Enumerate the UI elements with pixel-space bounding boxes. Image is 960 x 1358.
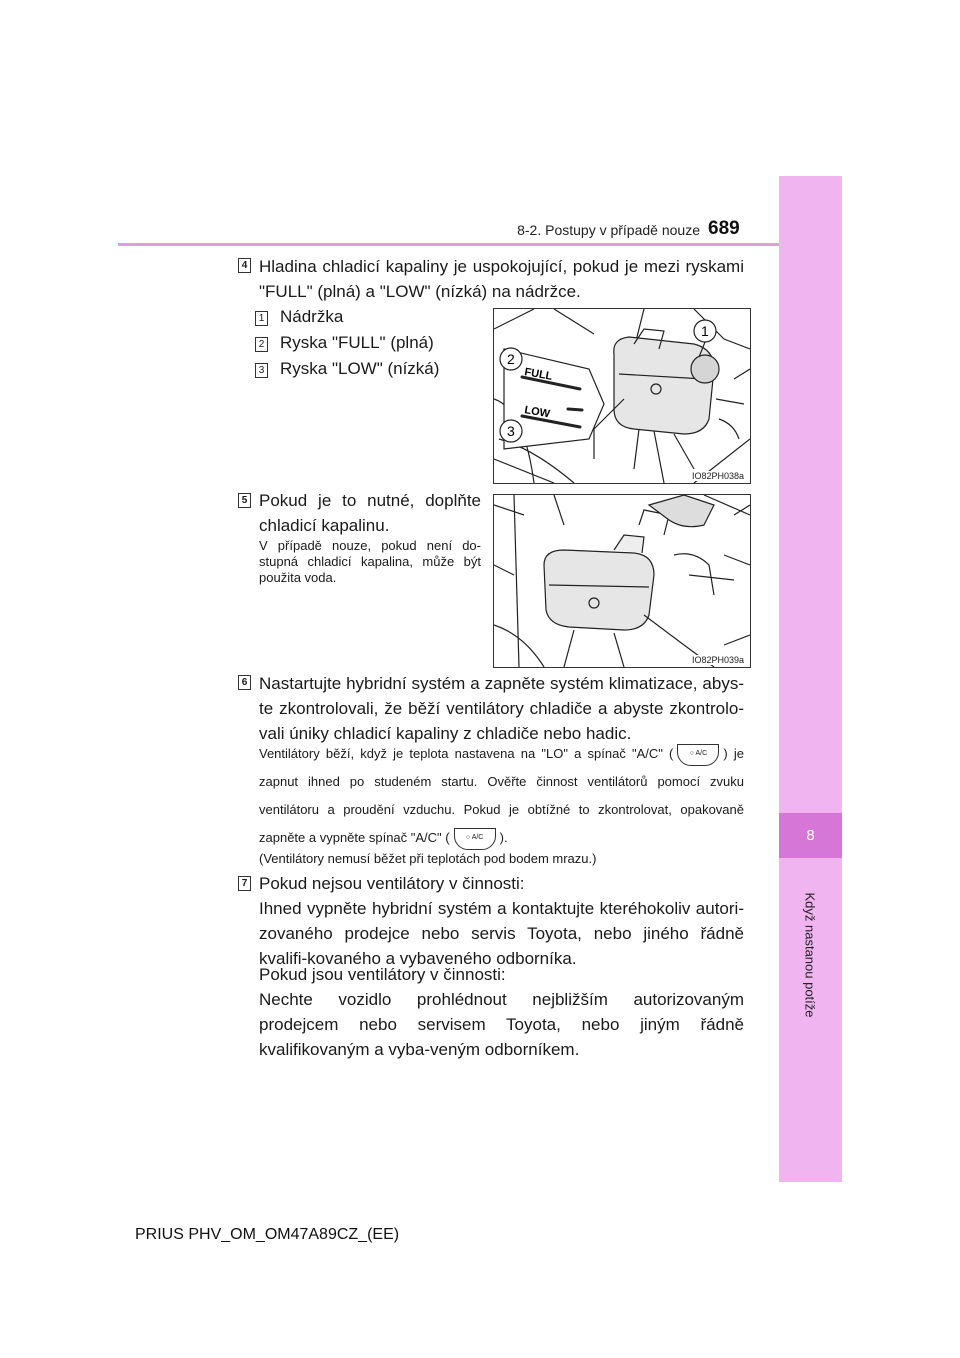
step-7-para1-body: Ihned vypněte hybridní systém a kontaktujte kteréhokoliv autori-zovaného prodejce nebo servis Toyota, nebo jiného řádně kvalifi-kovaného a vybaveného odborníka. [259,899,744,968]
callout-number-3: 3 [255,363,268,378]
callout-label-1: Nádržka [280,307,344,326]
chapter-title: Když nastanou potíže [802,892,818,1018]
step-number-7: 7 [238,876,251,891]
page-number: 689 [708,218,740,239]
step-7-para1-heading: Pokud nejsou ventilátory v činnosti: [259,874,525,893]
callout-number-1: 1 [255,311,268,326]
coolant-reservoir-illustration [493,308,751,484]
low-mark-label: LOW [523,404,551,421]
chapter-number-tab[interactable] [779,813,842,858]
step-6-note-part3: ). [499,830,508,845]
step-number-5: 5 [238,493,251,508]
engine-bay-drawing [494,309,750,483]
document-id: PRIUS PHV_OM_OM47A89CZ_(EE) [135,1226,400,1243]
image-code: IO82PH038a [691,471,744,481]
callout-2 [255,330,434,355]
callout-1 [255,304,343,329]
step-5-text: Pokud je to nutné, doplňte chladicí kapalinu. [259,491,481,535]
step-number-4: 4 [238,258,251,273]
ac-switch-icon: ○ A/C [454,828,496,850]
section-title: 8-2. Postupy v případě nouze [517,222,700,238]
step-6-note [259,740,744,852]
step-6-note-part1: Ventilátory běží, když je teplota nastavena na "LO" a spínač "A/C" ( [259,746,674,761]
step-6-note-part2: ) je zapnut ihned po studeném startu. Ověřte činnost ventilátorů pomocí zvuku ventilátoru a proudění vzduchu. Pokud je obtížné to zkontrolovat, opakovaně zapněte a vypněte spínač "A/C" ( [259,746,745,845]
ac-switch-icon: ○ A/C [677,744,719,766]
chapter-title-vertical [793,875,827,1035]
step-6-text: Nastartujte hybridní systém a zapněte systém klimatizace, abys-te zkontrolovali, že běží ventilátory chladiče a abyste zkontrolo-vali úniky chladicí kapaliny z chladiče nebo hadic. [259,674,744,743]
step-4-text: Hladina chladicí kapaliny je uspokojující, pokud je mezi ryskami "FULL" (plná) a "LOW" (nízká) na nádržce. [259,257,744,301]
ac-label: A/C [695,749,708,757]
callout-number-2: 2 [255,337,268,352]
chapter-number: 8 [806,827,815,844]
ac-label: A/C [471,833,484,841]
refill-drawing [494,495,750,667]
callout-1-marker: 1 [701,323,709,339]
callout-3-marker: 3 [507,423,515,439]
image-code: IO82PH039a [691,655,744,665]
callout-2-marker: 2 [507,351,515,367]
full-mark-label: FULL [523,366,554,383]
step-number-6: 6 [238,675,251,690]
step-6-note-last: (Ventilátory nemusí běžet při teplotách pod bodem mrazu.) [259,851,597,866]
step-7-para2-heading: Pokud jsou ventilátory v činnosti: [259,965,506,984]
callout-label-3: Ryska "LOW" (nízká) [280,359,440,378]
refill-coolant-illustration [493,494,751,668]
callout-label-2: Ryska "FULL" (plná) [280,333,434,352]
step-7-para2-body: Nechte vozidlo prohlédnout nejbližším autorizovaným prodejcem nebo servisem Toyota, nebo jiným řádně kvalifikovaným a vyba-veným odborníkem. [259,990,744,1059]
callout-3 [255,356,439,381]
header-divider [118,243,779,246]
step-5-note: V případě nouze, pokud není do-stupná chladicí kapalina, může být použita voda. [259,538,481,585]
